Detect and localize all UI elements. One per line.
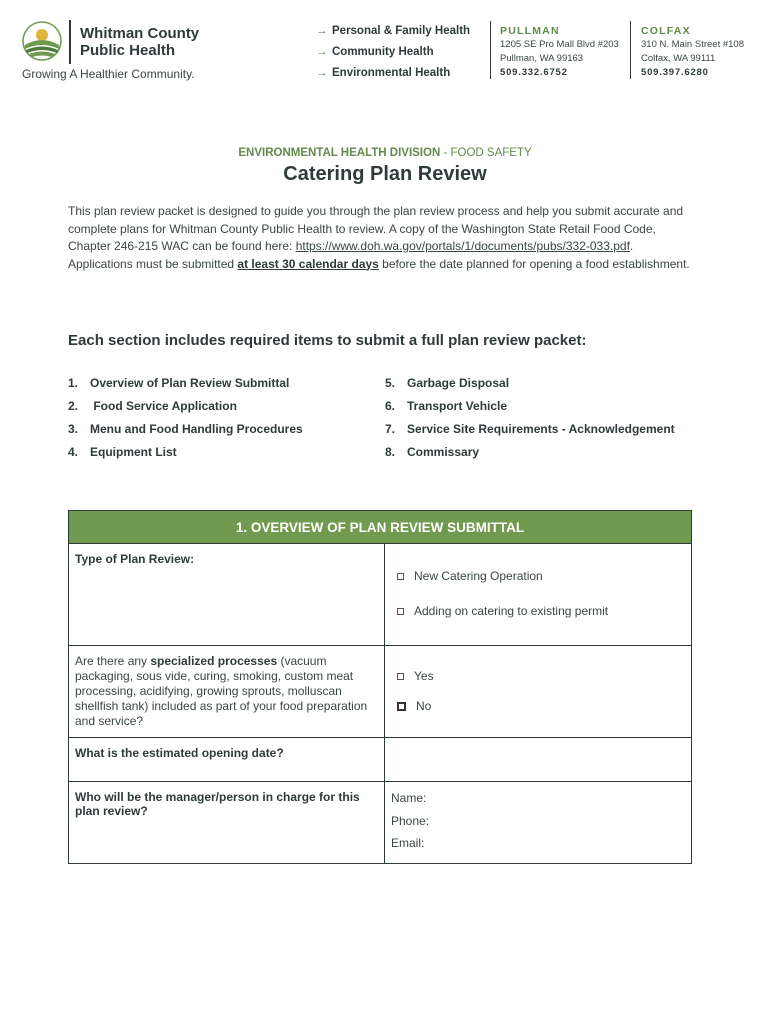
option-adding-catering[interactable]: Adding on catering to existing permit	[397, 601, 679, 621]
nav-environmental-health[interactable]: → Environmental Health	[316, 67, 451, 79]
toc-left	[68, 376, 303, 468]
opening-date-label-cell: What is the estimated opening date?	[69, 738, 385, 782]
office-colfax: COLFAX 310 N. Main Street #108 Colfax, WA 99111 509.397.6280	[641, 25, 744, 78]
toc-item: 2. Food Service Application	[68, 399, 237, 413]
toc-item: 7. Service Site Requirements - Acknowledgement	[385, 422, 675, 436]
specialized-processes-cell: Are there any specialized processes (vacuum packaging, sous vide, curing, smoking, custom meat processing, acidifying, growing sprouts, molluscan shellfish tank) included as part of your food preparation and service?	[69, 646, 385, 738]
whitman-county-logo-icon	[22, 21, 62, 61]
type-options-cell	[385, 544, 692, 646]
arrow-right-icon: →	[316, 67, 328, 79]
toc-item: 3. Menu and Food Handling Procedures	[68, 422, 303, 436]
toc-right	[385, 376, 675, 468]
type-label-cell	[69, 544, 385, 646]
tagline: Growing A Healthier Community.	[22, 67, 195, 81]
checkbox-icon[interactable]	[397, 673, 404, 680]
option-yes[interactable]: Yes	[397, 666, 679, 686]
option-no[interactable]: No	[397, 696, 679, 716]
toc-item: 6. Transport Vehicle	[385, 399, 508, 413]
wac-pdf-link[interactable]: https://www.doh.wa.gov/portals/1/documents/pubs/332-033.pdf	[295, 239, 630, 253]
intro-paragraph: This plan review packet is designed to guide you through the plan review process and help you submit accurate and complete plans for Whitman County Public Health to review. A copy of the Washington State Retail Food Code, Chapter 246-215 WAC can be found here: https://www.doh.wa.gov/portals/1/documents/pubs/332-033.pdf. Applications must be submitted at least 30 calendar days before the date planned for opening a food establishment.	[68, 204, 690, 271]
table-heading: 1. OVERVIEW OF PLAN REVIEW SUBMITTAL	[69, 511, 692, 544]
arrow-right-icon: →	[316, 25, 328, 37]
office-divider	[630, 21, 631, 79]
arrow-right-icon: →	[316, 46, 328, 58]
toc-item: 4. Equipment List	[68, 445, 177, 459]
manager-name-field[interactable]: Name:	[391, 791, 427, 805]
manager-label-cell: Who will be the manager/person in charge for this plan review?	[69, 782, 385, 864]
manager-email-field[interactable]: Email:	[391, 836, 425, 850]
type-label: Type of Plan Review:	[75, 552, 195, 566]
office-pullman: PULLMAN 1205 SE Pro Mall Blvd #203 Pullman, WA 99163 509.332.6752	[500, 25, 619, 78]
overview-table	[68, 510, 692, 864]
division-label: ENVIRONMENTAL HEALTH DIVISION - FOOD SAFETY	[238, 147, 532, 159]
section-heading: Each section includes required items to submit a full plan review packet:	[68, 332, 587, 349]
manager-fields-cell	[385, 782, 692, 864]
toc-item: 8. Commissary	[385, 445, 480, 459]
nav-community-health[interactable]: → Community Health	[316, 46, 434, 58]
toc-item: 1. Overview of Plan Review Submittal	[68, 376, 290, 390]
opening-date-input[interactable]	[385, 738, 692, 782]
org-name-line2: Public Health	[80, 42, 176, 59]
header-nav	[316, 24, 470, 87]
org-name-line1: Whitman County	[80, 25, 200, 42]
toc-item: 5. Garbage Disposal	[385, 376, 510, 390]
manager-phone-field[interactable]: Phone:	[391, 813, 430, 828]
specialized-options-cell	[385, 646, 692, 738]
office-divider	[490, 21, 491, 79]
checkbox-icon[interactable]	[397, 608, 404, 615]
checkbox-icon[interactable]	[397, 702, 406, 711]
org-name	[80, 25, 199, 59]
page-title: Catering Plan Review	[283, 163, 487, 185]
nav-personal-family-health[interactable]: → Personal & Family Health	[316, 25, 471, 37]
checkbox-icon[interactable]	[397, 573, 404, 580]
logo-divider	[69, 20, 71, 64]
option-new-catering[interactable]: New Catering Operation	[397, 566, 679, 586]
